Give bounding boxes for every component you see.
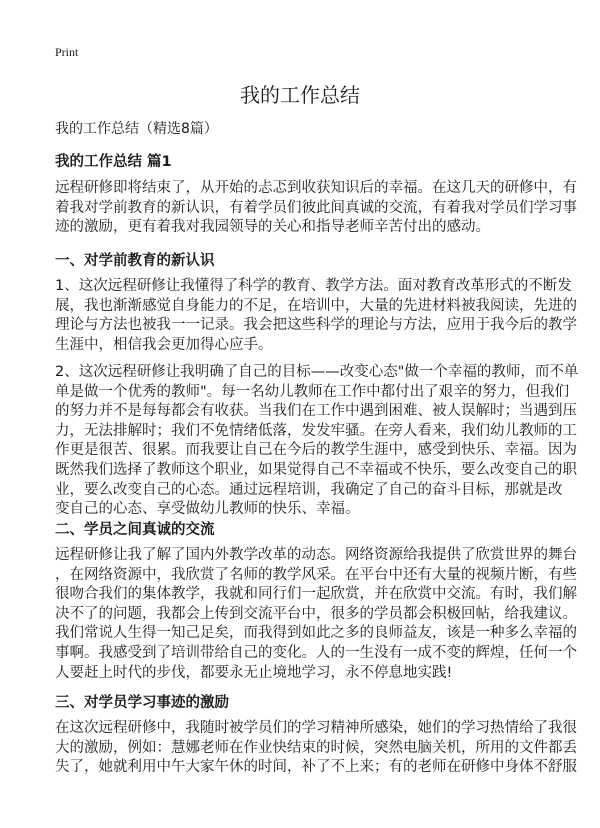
text-line: 单是做一个优秀的教师"。每一名幼儿教师在工作中都付出了艰辛的努力，但我们	[55, 383, 570, 400]
text-line: 大的激励，例如：慧娜老师在作业快结束的时候，突然电脑关机，所用的文件都丢	[55, 739, 577, 756]
section3-heading: 三、对学员学习事迹的激励	[55, 695, 229, 711]
text-line: 2、这次远程研修让我明确了自己的目标——改变心态"做一个幸福的教师，而不单	[55, 364, 579, 380]
text-line: 在这次远程研修中，我随时被学员们的学习精神所感染，她们的学习热情给了我很	[55, 720, 577, 736]
text-line: 事啊。我感受到了培训带给自己的变化。人的一生没有一成不变的辉煌，任何一个	[55, 644, 577, 661]
intro-paragraph	[55, 179, 577, 238]
text-line: 作更是很苦、很累。而我要让自己在今后的教学生涯中，感受到快乐、幸福。因为	[55, 442, 577, 459]
text-line: 着我对学前教育的新认识，有着学员们彼此间真诚的交流，有着我对学员们学习事	[55, 199, 577, 216]
text-line: 决不了的问题，我都会上传到交流平台中，很多的学员都会积极回帖，给我建议。	[55, 605, 577, 622]
text-line: 理论与方法也被我一一记录。我会把这些科学的理论与方法，应用于我今后的教学	[55, 317, 577, 334]
text-line: 既然我们选择了教师这个职业，如果觉得自己不幸福或不快乐，要么改变自己的职	[55, 461, 577, 478]
text-line: 展，我也渐渐感觉自身能力的不足，在培训中，大量的先进材料被我阅读，先进的	[55, 297, 577, 314]
section2-heading: 二、学员之间真诚的交流	[55, 522, 215, 538]
text-line: 1、这次远程研修让我懂得了科学的教育、教学方法。面对教育改革形式的不断发	[55, 278, 572, 294]
section1-heading: 一、对学前教育的新认识	[55, 253, 215, 269]
section2-paragraph	[55, 546, 577, 683]
text-line: 我们常说人生得一知己足矣，而我得到如此之多的良师益友，该是一种多么幸福的	[55, 625, 577, 642]
print-link[interactable]: Print	[55, 45, 79, 59]
text-line: 力，无法排解时；我们不免情绪低落，发发牢骚。在旁人看来，我们幼儿教师的工	[55, 422, 577, 439]
section3-paragraph	[55, 719, 577, 778]
text-line: 很吻合我们的集体教学，我就和同行们一起欣赏，并在欣赏中交流。有时，我们解	[55, 586, 577, 603]
text-line: 的努力并不是每每都会有收获。当我们在工作中遇到困难、被人误解时；当遇到压	[55, 403, 577, 420]
text-line: 失了，她就利用中午大家午休的时间，补了不上来；有的老师在研修中身体不舒服	[55, 759, 577, 776]
document-subtitle: 我的工作总结（精选8篇）	[55, 121, 218, 137]
section1-paragraph1	[55, 277, 577, 355]
text-line: ，在网络资源中，我欣赏了名师的教学风采。在平台中还有大量的视频片断，有些	[55, 566, 577, 583]
document-title: 我的工作总结	[240, 83, 360, 107]
text-line: 业，要么改变自己的心态。通过远程培训，我确定了自己的奋斗目标，那就是改	[55, 481, 563, 498]
section1-paragraph2	[55, 363, 579, 520]
text-line: 人要赶上时代的步伐，都要永无止境地学习，永不停息地实践!	[55, 664, 453, 681]
article-heading: 我的工作总结 篇1	[55, 154, 172, 170]
text-line: 远程研修即将结束了，从开始的忐忑到收获知识后的幸福。在这几天的研修中，有	[55, 180, 577, 196]
text-line: 变自己的心态、享受做幼儿教师的快乐、幸福。	[55, 501, 360, 518]
text-line: 生涯中，相信我会更加得心应手。	[55, 336, 273, 353]
text-line: 迹的激励，更有着我对我园领导的关心和指导老师辛苦付出的感动。	[55, 219, 490, 236]
text-line: 远程研修让我了解了国内外教学改革的动态。网络资源给我提供了欣赏世界的舞台	[55, 547, 577, 563]
